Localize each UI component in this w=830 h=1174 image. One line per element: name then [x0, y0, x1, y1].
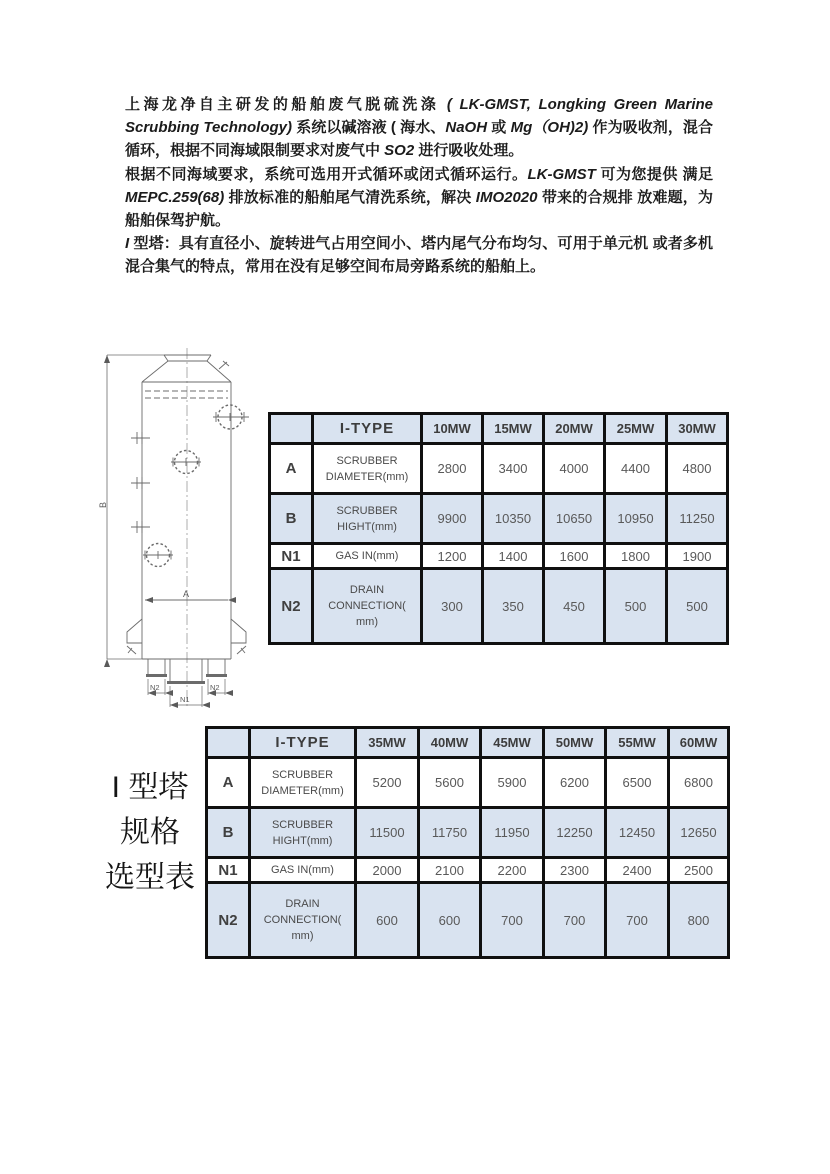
table-row: [207, 858, 729, 883]
parameter-cell: GAS IN(mm): [313, 544, 422, 569]
value-cell: 2200: [481, 858, 544, 883]
value-cell: 800: [669, 883, 729, 958]
text-run: 根据不同海域要求，系统可选用开式循环或闭式循环运行。: [125, 165, 528, 183]
value-cell: 2300: [544, 858, 606, 883]
text-run: LK-GMST: [527, 165, 596, 183]
spec-table: [268, 412, 729, 645]
value-cell: 5900: [481, 758, 544, 808]
value-cell: 10950: [605, 494, 667, 544]
nozzle-label-n2-right: N2: [210, 683, 220, 692]
row-id-cell: A: [270, 444, 313, 494]
intro-paragraph-1: [125, 93, 713, 163]
row-id-cell: B: [270, 494, 313, 544]
row-id-cell: B: [207, 808, 250, 858]
value-cell: 10650: [544, 494, 605, 544]
table-title: [93, 765, 207, 900]
parameter-cell: DRAIN CONNECTION( mm): [250, 883, 356, 958]
table-row: [207, 808, 729, 858]
table-row: [270, 569, 728, 644]
text-run: NaOH: [445, 119, 488, 137]
value-cell: 450: [544, 569, 605, 644]
value-cell: 4800: [667, 444, 728, 494]
scrubber-tower-drawing: [95, 335, 270, 715]
table-row: [270, 444, 728, 494]
value-cell: 11950: [481, 808, 544, 858]
text-run: 可为您提供 满足: [595, 165, 713, 183]
value-cell: 10350: [483, 494, 544, 544]
spec-table: [205, 726, 730, 959]
value-cell: 5200: [356, 758, 419, 808]
value-cell: 3400: [483, 444, 544, 494]
column-header: 10MW: [422, 414, 483, 444]
value-cell: 12250: [544, 808, 606, 858]
value-cell: 600: [419, 883, 481, 958]
value-cell: 1900: [667, 544, 728, 569]
parameter-cell: GAS IN(mm): [250, 858, 356, 883]
value-cell: 2000: [356, 858, 419, 883]
value-cell: 600: [356, 883, 419, 958]
wall-bracket: [131, 521, 150, 533]
value-cell: 11750: [419, 808, 481, 858]
cone-section: [142, 361, 231, 382]
table-type-header: I-TYPE: [250, 728, 356, 758]
cone-nozzle: [219, 361, 229, 369]
text-run: 进行吸收处理。: [414, 142, 524, 160]
anchor-left: [127, 646, 136, 654]
table-row: [270, 544, 728, 569]
manhole-lower: [143, 544, 173, 567]
text-run: SO2: [384, 142, 415, 160]
table-type-header: I-TYPE: [313, 414, 422, 444]
table-header-row: [270, 414, 728, 444]
value-cell: 500: [605, 569, 667, 644]
text-run: Mg（OH)2): [510, 119, 589, 137]
column-header: 50MW: [544, 728, 606, 758]
value-cell: 300: [422, 569, 483, 644]
skirt-bracket-right: [231, 619, 246, 643]
table-row: [270, 494, 728, 544]
parameter-cell: SCRUBBER DIAMETER(mm): [250, 758, 356, 808]
row-id-cell: N2: [270, 569, 313, 644]
top-flange: [164, 355, 211, 361]
intro-text-block: [125, 93, 713, 279]
column-header: 55MW: [606, 728, 669, 758]
column-header: 35MW: [356, 728, 419, 758]
tower-shell: [142, 382, 231, 659]
dimension-a-label: A: [183, 589, 190, 599]
text-run: ( LK-GMST, Longking Green Marine Scrubbing Technology): [125, 96, 713, 137]
value-cell: 1200: [422, 544, 483, 569]
text-run: 上海龙净自主研发的船舶废气脱硫洗涤: [125, 96, 447, 113]
spec-table-35-60mw: [205, 726, 730, 959]
spec-table-10-30mw: [268, 412, 729, 645]
value-cell: 4400: [605, 444, 667, 494]
value-cell: 1600: [544, 544, 605, 569]
value-cell: 2400: [606, 858, 669, 883]
value-cell: 6800: [669, 758, 729, 808]
table-corner-cell: [270, 414, 313, 444]
column-header: 40MW: [419, 728, 481, 758]
value-cell: 5600: [419, 758, 481, 808]
value-cell: 4000: [544, 444, 605, 494]
value-cell: 11250: [667, 494, 728, 544]
text-run: 或: [487, 119, 511, 137]
intro-paragraph-2: [125, 163, 713, 233]
table-row: [207, 883, 729, 958]
text-run: 排放标准的船舶尾气清洗系统，解决: [224, 188, 476, 206]
value-cell: 12450: [606, 808, 669, 858]
text-run: 带来的合规排 放难题，为船舶保驾护航。: [125, 188, 713, 230]
wall-bracket: [131, 432, 150, 444]
value-cell: 2500: [669, 858, 729, 883]
column-header: 20MW: [544, 414, 605, 444]
table-corner-cell: [207, 728, 250, 758]
row-id-cell: A: [207, 758, 250, 808]
column-header: 60MW: [669, 728, 729, 758]
row-id-cell: N1: [270, 544, 313, 569]
parameter-cell: SCRUBBER DIAMETER(mm): [313, 444, 422, 494]
value-cell: 9900: [422, 494, 483, 544]
column-header: 15MW: [483, 414, 544, 444]
table-row: [207, 758, 729, 808]
value-cell: 6200: [544, 758, 606, 808]
text-run: 型塔：具有直径小、旋转进气占用空间小、塔内尾气分布均匀、可用于单元机 或者多机混合集气的特点，常用在没有足够空间布局旁路系统的船舶上。: [125, 235, 713, 276]
parameter-cell: SCRUBBER HIGHT(mm): [313, 494, 422, 544]
text-run: I: [125, 235, 134, 253]
value-cell: 700: [481, 883, 544, 958]
value-cell: 700: [606, 883, 669, 958]
text-run: MEPC.259(68): [125, 188, 225, 206]
nozzle-label-n1: N1: [180, 695, 190, 704]
table-title-line-1: I 型塔: [111, 771, 189, 804]
value-cell: 2100: [419, 858, 481, 883]
value-cell: 2800: [422, 444, 483, 494]
column-header: 45MW: [481, 728, 544, 758]
intro-paragraph-3: [125, 232, 713, 278]
parameter-cell: SCRUBBER HIGHT(mm): [250, 808, 356, 858]
anchor-right: [237, 646, 246, 654]
value-cell: 1400: [483, 544, 544, 569]
dimension-b: [107, 355, 164, 659]
manhole-upper: [171, 451, 201, 474]
row-id-cell: N1: [207, 858, 250, 883]
row-id-cell: N2: [207, 883, 250, 958]
column-header: 30MW: [667, 414, 728, 444]
wall-bracket: [131, 477, 150, 489]
skirt-bracket-left: [127, 619, 142, 643]
value-cell: 6500: [606, 758, 669, 808]
text-run: IMO2020: [475, 188, 538, 206]
dimension-b-label: B: [98, 501, 108, 508]
table-title-line-2: 规格: [120, 816, 180, 849]
value-cell: 500: [667, 569, 728, 644]
value-cell: 1800: [605, 544, 667, 569]
value-cell: 350: [483, 569, 544, 644]
parameter-cell: DRAIN CONNECTION( mm): [313, 569, 422, 644]
table-title-line-3: 选型表: [105, 861, 195, 894]
nozzle-label-n2-left: N2: [150, 683, 160, 692]
value-cell: 700: [544, 883, 606, 958]
value-cell: 11500: [356, 808, 419, 858]
text-run: 系统以碱溶液 ( 海水、: [292, 119, 446, 137]
text-run: 作为吸收剂，混合循环，根据不同海域限制要求对废气中: [125, 119, 714, 160]
table-header-row: [207, 728, 729, 758]
column-header: 25MW: [605, 414, 667, 444]
value-cell: 12650: [669, 808, 729, 858]
